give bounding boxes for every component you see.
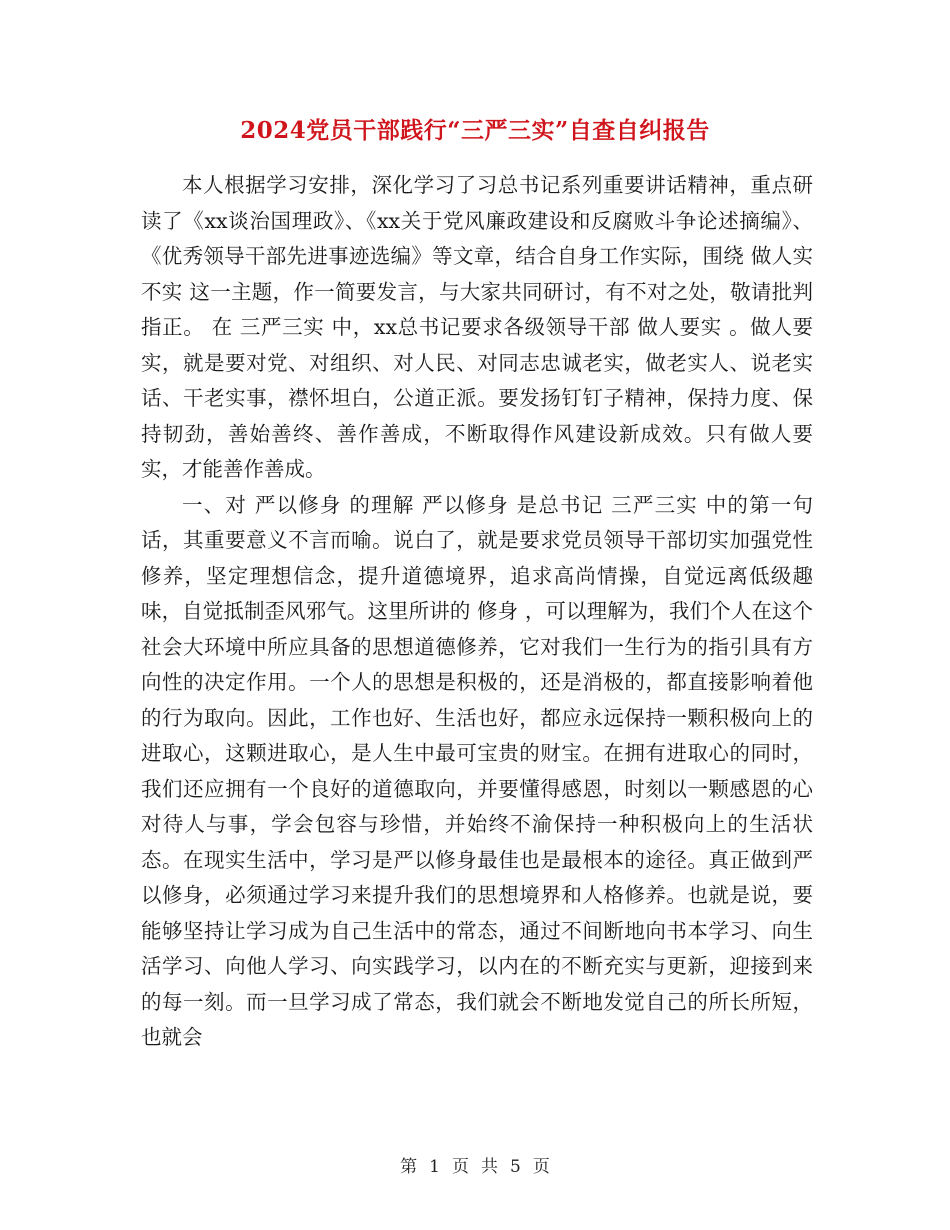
paragraph-section-one: 一、对 严以修身 的理解 严以修身 是总书记 三严三实 中的第一句话，其重要意义不言而喻。说白了，就是要求党员领导干部切实加强党性修养，坚定理想信念，提升道德境界，追求高尚情操，自觉远离低级趣味，自觉抵制歪风邪气。这里所讲的 修身 ，可以理解为，我们个人在这个社会大环境中所应具备的思想道德修养，它对我们一生行为的指引具有方向性的决定作用。一个人的思想是积极的，还是消极的，都直接影响着他的行为取向。因此，工作也好、生活也好，都应永远保持一颗积极向上的进取心，这颗进取心，是人生中最可宝贵的财宝。在拥有进取心的同时，我们还应拥有一个良好的道德取向，并要懂得感恩，时刻以一颗感恩的心对待人与事，学会包容与珍惜，并始终不渝保持一种积极向上的生活状态。在现实生活中，学习是严以修身最佳也是最根本的途径。真正做到严以修身，必须通过学习来提升我们的思想境界和人格修养。也就是说，要能够坚持让学习成为自己生活中的常态，通过不间断地向书本学习、向生活学习、向他人学习、向实践学习，以内在的不断充实与更新，迎接到来的每一刻。而一旦学习成了常态，我们就会不断地发觉自己的所长所短，也就会	[141, 492, 813, 1049]
document-body	[141, 168, 813, 1056]
footer-total-word: 共	[481, 1157, 498, 1177]
footer-prefix: 第	[400, 1157, 418, 1177]
page-footer	[0, 1152, 950, 1177]
footer-current-page: 1	[429, 1157, 440, 1177]
footer-page-word: 页	[452, 1157, 469, 1177]
paragraph-intro: 本人根据学习安排，深化学习了习总书记系列重要讲话精神，重点研读了《xx谈治国理政》、《xx关于党风廉政建设和反腐败斗争论述摘编》、《优秀领导干部先进事迹选编》等文章，结合自身工作实际，围绕 做人实不实 这一主题，作一简要发言，与大家共同研讨，有不对之处，敬请批判指正。 在 三严三实 中，xx总书记要求各级领导干部 做人要实 。做人要实，就是要对党、对组织、对人民、对同志忠诚老实，做老实人、说老实话、干老实事，襟怀坦白，公道正派。要发扬钉钉子精神，保持力度、保持韧劲，善始善终、善作善成，不断取得作风建设新成效。只有做人要实，才能善作善成。	[141, 173, 813, 481]
document-title: 2024党员干部践行“三严三实”自查自纠报告	[240, 117, 710, 144]
footer-total-pages: 5	[510, 1157, 521, 1177]
footer-suffix: 页	[532, 1157, 550, 1177]
